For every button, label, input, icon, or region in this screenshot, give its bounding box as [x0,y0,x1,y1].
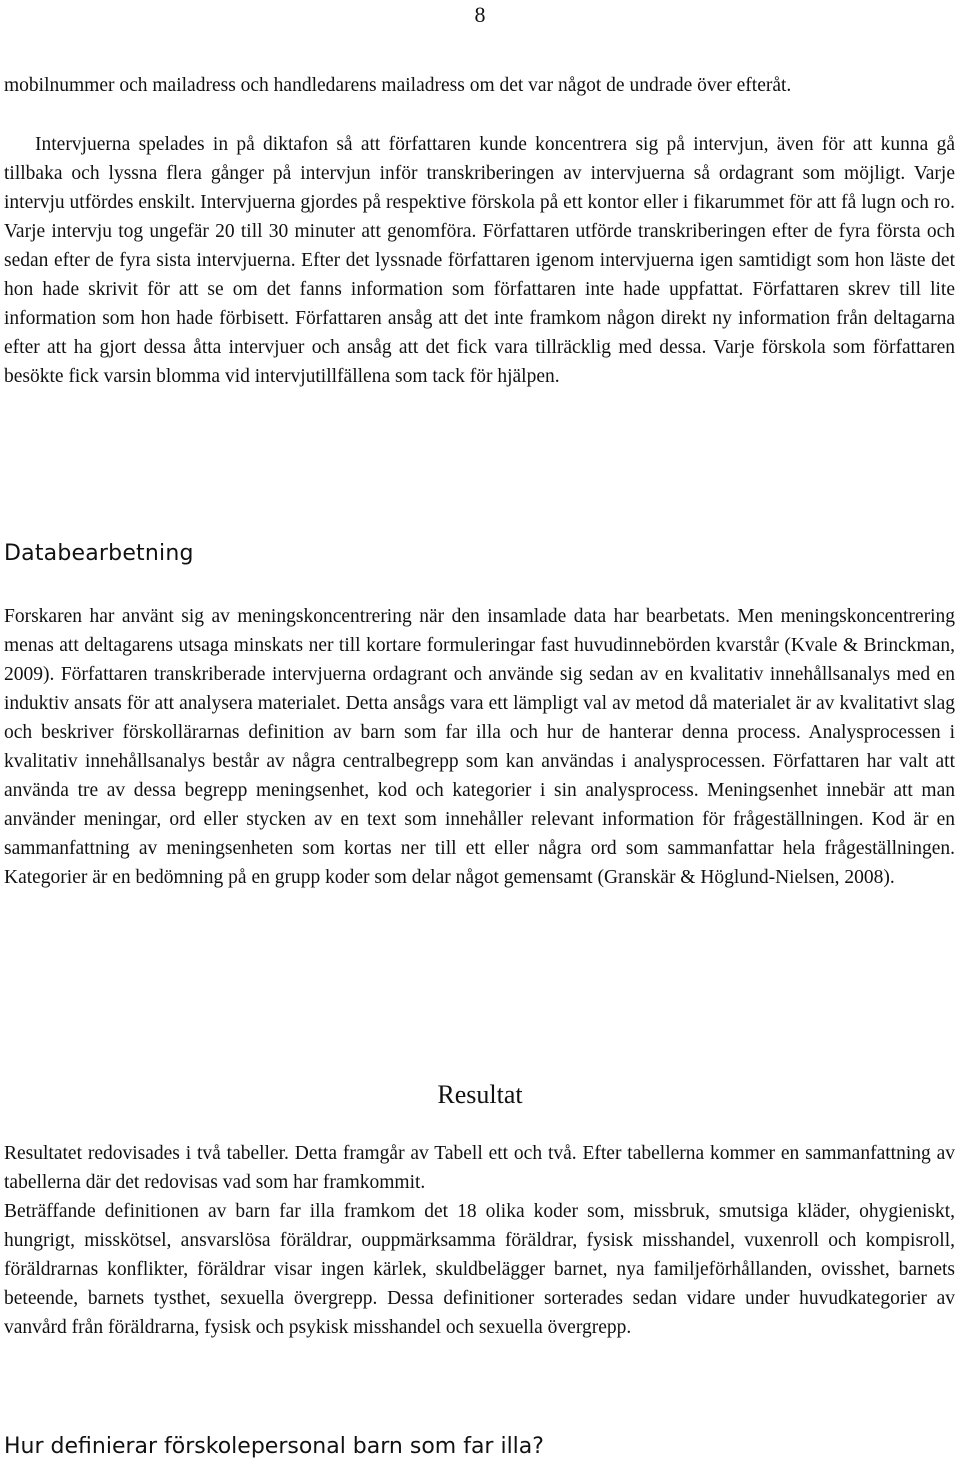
heading-databearbetning: Databearbetning [4,541,194,566]
paragraph-intro: mobilnummer och mailadress och handledarens mailadress om det var något de undrade över efteråt. [4,75,792,96]
heading-resultat: Resultat [437,1080,523,1109]
paragraph-databearbetning: Forskaren har använt sig av meningskoncentrering när den insamlade data har bearbetats. Men meningskoncentrering menas att deltagarens utsaga minskats ner till kortare formuleringar fast huvudinnebörden kvarstår (Kvale & Brinckman, 2009). Författaren transkriberade intervjuerna ordagrant och använde sig sedan av en kvalitativ innehållsanalys med en induktiv ansats för att analysera materialet. Detta ansågs vara ett lämpligt val av metod då materialet är av kvalitativt slag och beskriver förskollärarnas definition av barn som far illa och hur de hanterar denna process. Analysprocessen i kvalitativ innehållsanalys består av några centralbegrepp som kan användas i analysprocessen. Författaren har valt att använda tre av dessa begrepp meningsenhet, kod och kategorier i sin analysprocess. Meningsenhet innebär att man använder meningar, ord eller stycken av en text som innehåller relevant information för frågeställningen. Kod är en sammanfattning av meningsenheten som kortas ner till ett eller några ord som sammanfattar hela frågeställningen. Kategorier är en bedömning på en grupp koder som delar något gemensamt (Granskär & Höglund-Nielsen, 2008). [4,606,955,888]
paragraph-resultat-intro: Resultatet redovisades i två tabeller. Detta framgår av Tabell ett och två. Efter tabellerna kommer en sammanfattning av tabellerna där det redovisas vad som har framkommit. [4,1143,955,1193]
paragraph-resultat-definitions: Beträffande definitionen av barn far illa framkom det 18 olika koder som, missbruk, smutsiga kläder, ohygieniskt, hungrigt, misskötsel, ansvarslösa föräldrar, ouppmärksamma föräldrar, fysisk misshandel, vuxenroll och kompisroll, föräldrarnas konflikter, föräldrar visar ingen kärlek, skuldbelägger barnet, nya familjeförhållanden, ovisshet, barnets beteende, barnets tysthet, sexuella övergrepp. Dessa definitioner sorterades sedan vidare under huvudkategorier av vanvård från föräldrarna, fysisk och psykisk misshandel och sexuella övergrepp. [4,1201,955,1338]
paragraph-interview: Intervjuerna spelades in på diktafon så att författaren kunde koncentrera sig på intervjun, även för att kunna gå tillbaka och lyssna flera gånger på intervjun inför transkriberingen av intervjuerna så ordagrant som möjligt. Varje intervju utfördes enskilt. Intervjuerna gjordes på respektive förskola på ett kontor eller i fikarummet för att få lugn och ro. Varje intervju tog ungefär 20 till 30 minuter att genomföra. Författaren utförde transkriberingen efter de fyra första och sedan efter de fyra sista intervjuerna. Efter det lyssnade författaren igenom intervjuerna igen samtidigt som hon läste det hon hade skrivit för att se om det fanns information som författaren inte hade uppfattat. Författaren skrev till lite information som hon hade förbisett. Författaren ansåg att det inte framkom någon direkt ny information från deltagarna efter att ha gjort dessa åtta intervjuer och ansåg att det fick vara tillräcklig med dessa. Varje förskola som författaren besökte fick varsin blomma vid intervjutillfällena som tack för hjälpen. [4,134,955,387]
heading-question: Hur definierar förskolepersonal barn som far illa? [4,1434,544,1459]
page-number: 8 [474,2,486,27]
